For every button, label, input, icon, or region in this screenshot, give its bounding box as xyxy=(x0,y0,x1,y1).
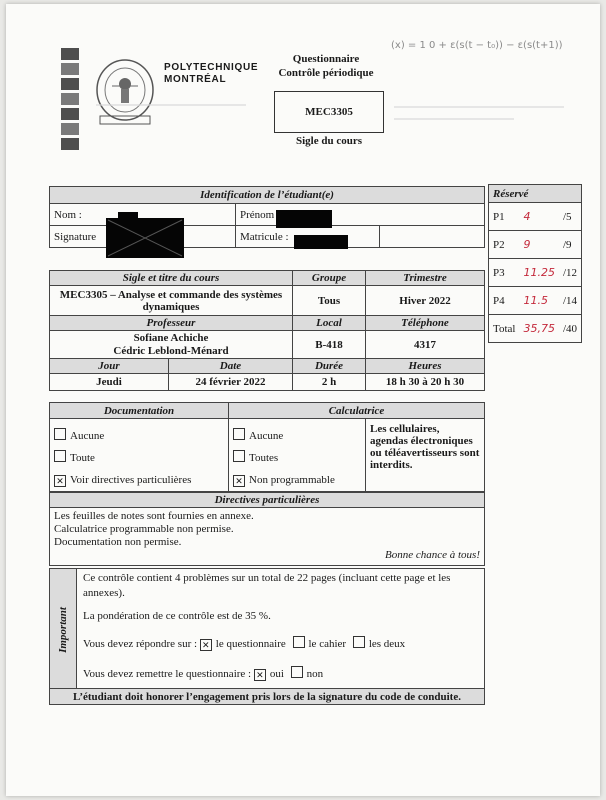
checkbox-icon[interactable] xyxy=(291,666,303,678)
important-body xyxy=(77,569,485,691)
logo-stripes xyxy=(61,48,79,158)
school-name-line1: POLYTECHNIQUE xyxy=(164,62,259,73)
answer-on-row xyxy=(83,636,478,652)
header-heures: Heures xyxy=(366,359,485,374)
title-line1: Questionnaire xyxy=(292,53,360,65)
matricule-label: Matricule : xyxy=(239,230,289,243)
important-side xyxy=(50,569,77,691)
header-groupe: Groupe xyxy=(293,271,366,286)
course-code-box: MEC3305 xyxy=(274,91,384,133)
calc-option-non-programmable[interactable]: ✕ Non programmable xyxy=(233,469,361,491)
reserved-title: Réservé xyxy=(489,185,582,203)
course-telephone: 4317 xyxy=(366,331,485,359)
exam-duree: 2 h xyxy=(293,374,366,391)
important-weight-note: La pondération de ce contrôle est de 35 %. xyxy=(83,610,271,622)
directives-title: Directives particulières xyxy=(50,493,485,508)
answer-on-label: Vous devez répondre sur : xyxy=(83,638,198,650)
doc-option-toute[interactable]: Toute xyxy=(54,447,224,469)
return-option-oui[interactable]: ✕ oui xyxy=(254,668,284,680)
calc-option-toutes[interactable]: Toutes xyxy=(233,447,361,469)
title-line2: Contrôle périodique xyxy=(278,67,374,79)
p3-score: 11.25 xyxy=(519,259,559,287)
p2-score: 9 xyxy=(519,231,559,259)
documentation-calculator-table xyxy=(49,402,485,492)
calculator-options xyxy=(229,419,366,492)
checked-checkbox-icon[interactable]: ✕ xyxy=(54,475,66,487)
p2-label: P2 xyxy=(489,231,520,259)
prenom-label: Prénom xyxy=(239,208,275,221)
school-name xyxy=(164,62,258,86)
exam-jour: Jeudi xyxy=(50,374,169,391)
total-label: Total xyxy=(489,315,520,343)
course-trimestre: Hiver 2022 xyxy=(366,286,485,316)
p4-label: P4 xyxy=(489,287,520,315)
nom-label: Nom : xyxy=(54,208,82,221)
answer-option-cahier[interactable]: le cahier xyxy=(293,638,347,650)
checked-checkbox-icon[interactable]: ✕ xyxy=(233,475,245,487)
header-sigle: Sigle et titre du cours xyxy=(50,271,293,286)
course-info-table xyxy=(49,270,485,391)
p1-max: /5 xyxy=(559,203,582,231)
documentation-options xyxy=(50,419,229,492)
directives-table xyxy=(49,492,485,566)
important-table xyxy=(49,568,485,691)
school-name-line2: MONTRÉAL xyxy=(164,74,227,85)
checkbox-icon[interactable] xyxy=(54,450,66,462)
header-local: Local xyxy=(293,316,366,331)
checkbox-icon[interactable] xyxy=(233,450,245,462)
return-row xyxy=(83,666,478,682)
header-date: Date xyxy=(169,359,293,374)
checkbox-icon[interactable] xyxy=(233,428,245,440)
checked-checkbox-icon[interactable]: ✕ xyxy=(200,639,212,651)
course-code-label: Sigle du cours xyxy=(295,135,362,147)
total-score: 35,75 xyxy=(519,315,559,343)
p1-score: 4 xyxy=(519,203,559,231)
directives-body xyxy=(50,508,485,566)
course-local: B-418 xyxy=(293,331,366,359)
answer-option-deux[interactable]: les deux xyxy=(353,638,405,650)
total-max: /40 xyxy=(559,315,582,343)
p3-max: /12 xyxy=(559,259,582,287)
conduct-statement: L’étudiant doit honorer l’engagement pris lors de la signature du code de conduite. xyxy=(50,689,485,705)
calc-option-aucune[interactable]: Aucune xyxy=(233,425,361,447)
good-luck-note: Bonne chance à tous! xyxy=(385,549,480,561)
signature-label: Signature xyxy=(54,230,97,243)
reserved-scores-table xyxy=(488,184,582,343)
doc-option-directives[interactable]: ✕ Voir directives particulières xyxy=(54,469,224,491)
course-groupe: Tous xyxy=(293,286,366,316)
checkbox-icon[interactable] xyxy=(353,636,365,648)
doc-option-aucune[interactable]: Aucune xyxy=(54,425,224,447)
header-duree: Durée xyxy=(293,359,366,374)
p4-max: /14 xyxy=(559,287,582,315)
exam-date: 24 février 2022 xyxy=(169,374,293,391)
checkbox-icon[interactable] xyxy=(293,636,305,648)
calculator-note: Les cellulaires, agendas électroniques ou téléavertisseurs sont interdits. xyxy=(366,419,485,492)
exam-heures: 18 h 30 à 20 h 30 xyxy=(366,374,485,391)
answer-option-questionnaire[interactable]: ✕ le questionnaire xyxy=(200,638,286,650)
directive-line-1: Les feuilles de notes sont fournies en annexe. xyxy=(54,510,254,522)
header-trimestre: Trimestre xyxy=(366,271,485,286)
redacted-matricule xyxy=(294,235,348,249)
exam-cover-page xyxy=(6,4,600,796)
document-title xyxy=(266,52,386,80)
bleed-through-line xyxy=(96,104,246,106)
professors xyxy=(50,331,293,359)
header-calculatrice: Calculatrice xyxy=(229,403,485,419)
p2-max: /9 xyxy=(559,231,582,259)
bleed-through-line xyxy=(394,118,514,120)
prenom-cell[interactable] xyxy=(235,204,484,226)
checkbox-icon[interactable] xyxy=(54,428,66,440)
conduct-footer-table xyxy=(49,688,485,705)
return-label: Vous devez remettre le questionnaire : xyxy=(83,668,252,680)
handwritten-note: (x) = 1 0 + ε(s(t − t₀)) − ε(s(t+1)) xyxy=(391,40,563,51)
student-section-title: Identification de l’étudiant(e) xyxy=(50,187,485,204)
header-jour: Jour xyxy=(50,359,169,374)
bleed-through-line xyxy=(394,106,564,108)
checked-checkbox-icon[interactable]: ✕ xyxy=(254,669,266,681)
p1-label: P1 xyxy=(489,203,520,231)
redacted-signature xyxy=(106,218,184,258)
professor-1: Sofiane Achiche xyxy=(133,331,209,344)
header-professeur: Professeur xyxy=(50,316,293,331)
directive-line-2: Calculatrice programmable non permise. xyxy=(54,523,234,535)
important-pages-note: Ce contrôle contient 4 problèmes sur un total de 22 pages (incluant cette page et les annexes). xyxy=(83,572,451,599)
header-documentation: Documentation xyxy=(50,403,229,419)
course-title: MEC3305 – Analyse et commande des systèmes dynamiques xyxy=(50,286,293,316)
important-label: Important xyxy=(57,606,69,653)
p4-score: 11.5 xyxy=(519,287,559,315)
redacted-prenom xyxy=(276,210,332,228)
professor-2: Cédric Leblond-Ménard xyxy=(113,344,229,357)
polytechnique-seal-logo xyxy=(92,56,158,132)
directive-line-3: Documentation non permise. xyxy=(54,536,182,548)
header-telephone: Téléphone xyxy=(366,316,485,331)
return-option-non[interactable]: non xyxy=(291,668,324,680)
p3-label: P3 xyxy=(489,259,520,287)
